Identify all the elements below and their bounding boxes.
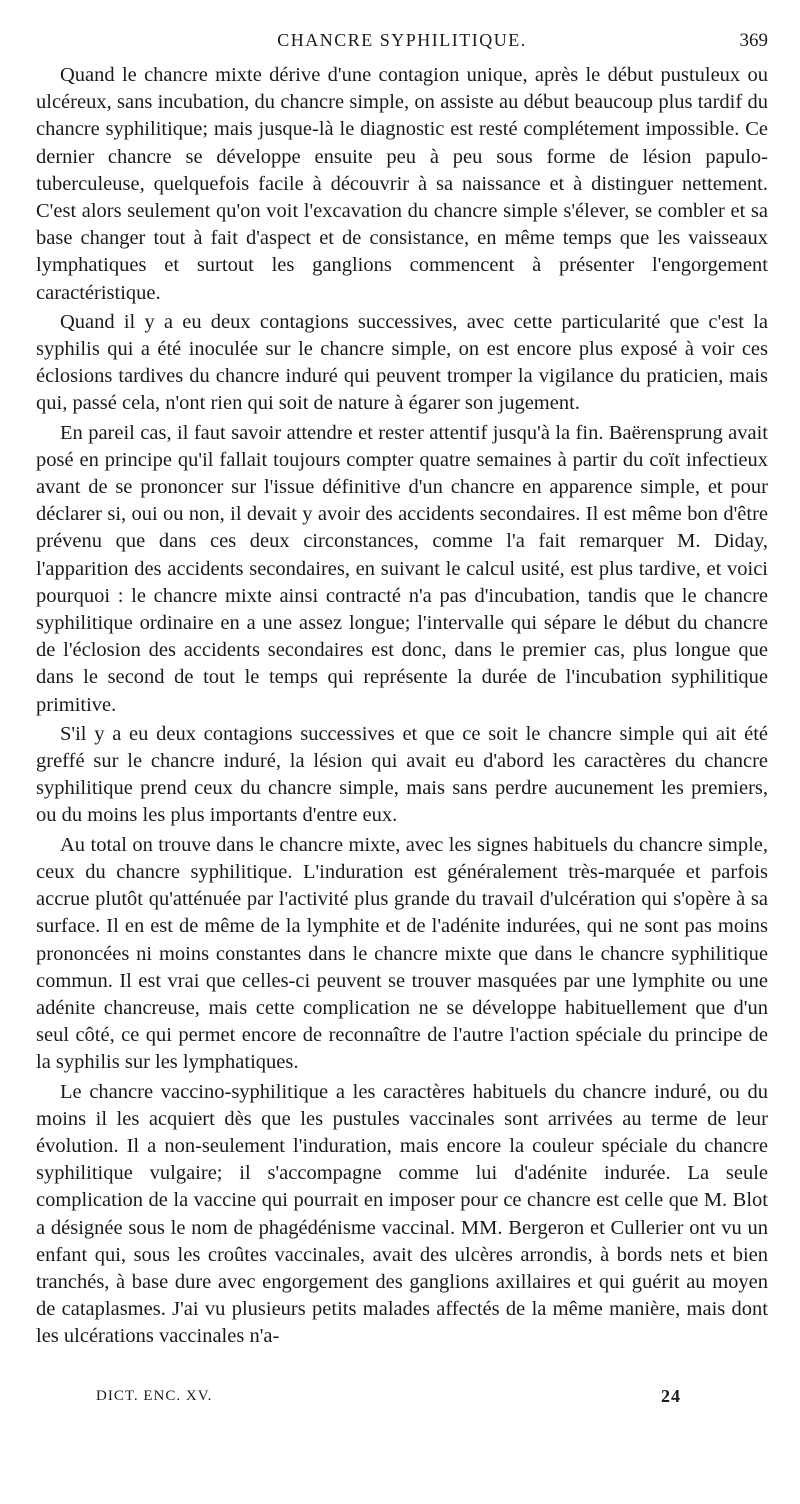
running-title: CHANCRE SYPHILITIQUE.: [277, 30, 527, 50]
body-text: [36, 62, 768, 1351]
paragraph: S'il y a eu deux contagions successives et que ce soit le chancre simple qui ait été greffé sur le chancre induré, la lésion qui avait eu d'abord les caractères du chancre syphilitique prend ceux du chancre simple, mais sans perdre aucunement les premiers, ou du moins les plus importants d'entre eux.: [36, 722, 768, 827]
paragraph: Quand il y a eu deux contagions successives, avec cette particularité que c'est la syphilis qui a été inoculée sur le chancre simple, on est encore plus exposé à voir ces éclosions tardives du chancre induré qui peuvent tromper la vigilance du praticien, mais qui, passé cela, n'ont rien qui soit de nature à égarer son jugement.: [36, 310, 768, 415]
page-number: 369: [739, 30, 768, 51]
paragraph: Quand le chancre mixte dérive d'une contagion unique, après le début pustuleux ou ulcéreux, sans incubation, du chancre simple, on assiste au début beaucoup plus tardif du chancre syphilitique; mais jusque-là le diagnostic est resté complétement impossible. Ce dernier chancre se développe ensuite peu à peu sous forme de lésion papulo-tuberculeuse, quelquefois facile à découvrir à sa naissance et à distinguer nettement. C'est alors seulement qu'on voit l'excavation du chancre simple s'élever, se combler et sa base changer tout à fait d'aspect et de consistance, en même temps que les vaisseaux lymphatiques et surtout les ganglions commencent à présenter l'engorgement caractéristique.: [36, 64, 768, 304]
sheet-number: 24: [661, 1386, 681, 1406]
signature-mark: DICT. ENC. XV.: [96, 1388, 213, 1404]
running-head: [36, 30, 768, 56]
paragraph: Le chancre vaccino-syphilitique a les caractères habituels du chancre induré, ou du moins il les acquiert dès que les pustules vaccinales sont arrivées au terme de leur évolution. Il a non-seulement l'induration, mais encore la couleur spéciale du chancre syphilitique vulgaire; il s'accompagne comme lui d'adénite indurée. La seule complication de la vaccine qui pourrait en imposer pour ce chancre est celle que M. Blot a désignée sous le nom de phagédénisme vaccinal. MM. Bergeron et Cullerier ont vu un enfant qui, sous les croûtes vaccinales, avait des ulcères arrondis, à bords nets et bien tranchés, à base dure avec engorgement des ganglions axillaires et qui guérit au moyen de cataplasmes. J'ai vu plusieurs petits malades affectés de la même manière, mais dont les ulcérations vaccinales n'a-: [36, 1080, 768, 1348]
paragraph: En pareil cas, il faut savoir attendre et rester attentif jusqu'à la fin. Baërensprung avait posé en principe qu'il fallait toujours compter quatre semaines à partir du coït infectieux avant de se prononcer sur l'issue définitive d'un chancre en apparence simple, et pour déclarer si, oui ou non, il devait y avoir des accidents secondaires. Il est même bon d'être prévenu que dans ces deux circonstances, comme l'a fait remarquer M. Diday, l'apparition des accidents secondaires, en suivant le calcul usité, est plus tardive, et voici pourquoi : le chancre mixte ainsi contracté n'a pas d'incubation, tandis que le chancre syphilitique ordinaire en a une assez longue; l'intervalle qui sépare le début du chancre de l'éclosion des accidents secondaires est donc, dans le premier cas, plus longue que dans le second de tout le temps qui représente la durée de l'incubation syphilitique primitive.: [36, 421, 768, 716]
page-footer: [96, 1386, 696, 1410]
book-page: [36, 30, 768, 1353]
paragraph: Au total on trouve dans le chancre mixte, avec les signes habituels du chancre simple, ceux du chancre syphilitique. L'induration est généralement très-marquée et parfois accrue plutôt qu'atténuée par l'activité plus grande du travail d'ulcération qui s'opère à sa surface. Il en est de même de la lymphite et de l'adénite indurées, qui ne sont pas moins prononcées ni moins constantes dans le chancre mixte que dans le chancre syphilitique commun. Il est vrai que celles-ci peuvent se trouver masquées par une lymphite ou une adénite chancreuse, mais cette complication ne se développe habituellement que d'un seul côté, ce qui permet encore de reconnaître de l'autre l'action spéciale du principe de la syphilis sur les lymphatiques.: [36, 833, 768, 1074]
